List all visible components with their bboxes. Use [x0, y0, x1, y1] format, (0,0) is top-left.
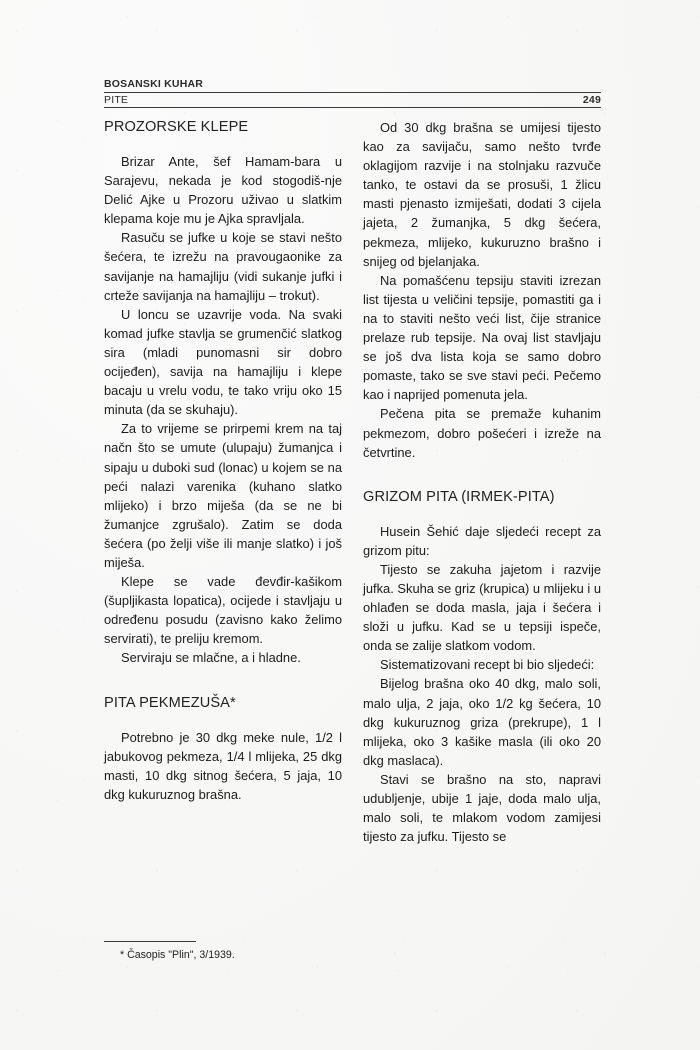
spacer — [363, 462, 601, 488]
paragraph: Od 30 dkg brašna se umijesi tijesto kao za savijaču, samo nešto tvrđe oklagijom razvije i na stolnjaku razvuče tanko, te ostavi da se prosuši, 1 žlicu masti pjenasto izmiješati, dodati 3 cijela jajeta, 2 žumanjka, 5 dkg šećera, pekmeza, mlijeko, kukuruzno brašno i snijeg od bjelanjaka. — [363, 120, 601, 269]
paragraph: Stavi se brašno na sto, napravi udubljenje, ubije 1 jaje, doda malo ulja, malo soli, te mlakom vodom zamijesi tijesto za jufku. Tijesto se — [363, 771, 601, 845]
paragraph: U loncu se uzavrije voda. Na svaki komad jufke stavlja se grumenčić slatkog sira (mladi punomasni sir dobro ocijeđen), savija na hamajliju i klepe bacaju u vrelu vodu, te tako vriju oko 15 minuta (da se skuhaju). — [104, 306, 342, 418]
paragraph: Serviraju se mlačne, a i hladne. — [121, 650, 301, 666]
spacer — [104, 712, 342, 728]
paragraph: Klepe se vade đevđir-kašikom (šupljikasta lopatica), ocijede i stavljaju u određenu posudu (zavisno kako želimo servirati), te preliju kremom. — [104, 574, 342, 647]
spacer — [363, 506, 601, 522]
paragraph: Sistematizovani recept bi bio sljedeći: — [380, 657, 595, 673]
paragraph: Bijelog brašna oko 40 dkg, malo soli, malo ulja, 2 jaja, oko 1/2 kg šećera, 10 dkg kukuruznog griza (prekrupe), 1 l mlijeka, oko 3 kašike masla (ili oko 20 dkg maslaca). — [363, 676, 601, 768]
paragraph: Pečena pita se premaže kuhanim pekmezom, dobro pošećeri i izreže na četvrtine. — [363, 406, 601, 460]
right-column — [363, 118, 601, 846]
recipe-heading-prozorske-klepe: PROZORSKE KLEPE — [104, 119, 249, 135]
paragraph: Tijesto se zakuha jajetom i razvije jufka. Skuha se griz (krupica) u mlijeku i u ohlađen se doda masla, jaja i šećera i složi u jufku. Kad se u tepsiji ispeče, onda se zalije slatkom vodom. — [363, 561, 601, 654]
left-column — [104, 118, 342, 846]
paragraph: Husein Šehić daje sljedeći recept za grizom pitu: — [363, 523, 601, 558]
paragraph: Za to vrijeme se prirpemi krem na taj načn što se umute (ulupaju) žumanjca i sipaju u duboki sud (lonac) u kojem se na peći nalazi varenika (kuhano slatko mlijeko) i brzo miješa (da se ne bi žumanjce zgrušalo). Zatim se doda šećera (po želji više ili manje slatko) i još miješa. — [104, 421, 342, 570]
paragraph: Rasuču se jufke u koje se stavi nešto šećera, te izrežu na pravougaonike za savijanje na hamajliju (vidi sukanje jufki i crteže savijanja na hamajliju – trokut). — [104, 230, 342, 303]
page-content-area — [104, 0, 601, 1050]
header-section-row — [104, 93, 601, 108]
recipe-heading-pita-pekmezusa: PITA PEKMEZUŠA* — [104, 694, 236, 711]
paragraph: Na pomašćenu tepsiju staviti izrezan list tijesta u veličini tepsije, pomastiti ga i na to staviti nešto veći list, čije stranice prelaze rub tepsije. Na ovaj list stavljaju se još dva lista koja se samo dobro pomaste, tako se sve stavi peći. Pečemo kao i naprijed pomenuta jela. — [363, 272, 601, 403]
paragraph: Brizar Ante, šef Hamam-bara u Sarajevu, nekada je kod stogodiš-nje Delić Ajke u Prozoru uživao u slatkim klepama koje mu je Ajka spravljala. — [104, 154, 342, 227]
two-column-body — [104, 118, 601, 846]
section-title: PITE — [104, 94, 129, 106]
footnote-text: * Časopis "Plin", 3/1939. — [120, 949, 235, 961]
running-header — [104, 78, 601, 108]
spacer — [104, 136, 342, 152]
page-number: 249 — [582, 94, 601, 106]
recipe-heading-grizom-pita: GRIZOM PITA (IRMEK-PITA) — [363, 488, 555, 505]
spacer — [104, 668, 342, 694]
paragraph: Potrebno je 30 dkg meke nule, 1/2 l jabukovog pekmeza, 1/4 l mlijeka, 25 dkg masti, 10 dkg sitnog šećera, 5 jaja, 10 dkg kukuruznog brašna. — [104, 729, 342, 802]
footnote-block — [104, 941, 342, 962]
book-title: BOSANSKI KUHAR — [104, 78, 601, 93]
footnote-separator-rule — [104, 941, 196, 942]
